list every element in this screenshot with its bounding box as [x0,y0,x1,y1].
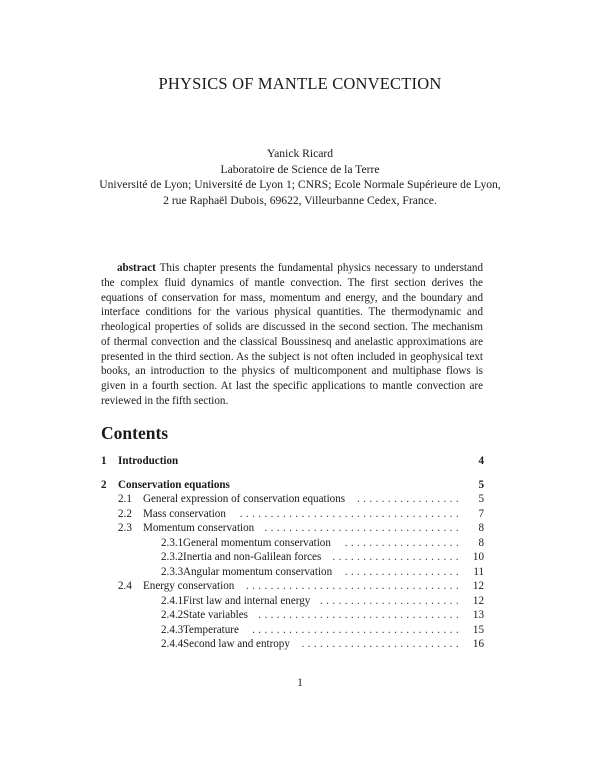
toc-entry-title: Second law and entropy [183,638,290,650]
toc-entry-title: Angular momentum conservation [183,565,333,578]
abstract [101,261,483,409]
toc-entry-page: 12 [472,580,484,592]
toc-entry-page: 15 [472,623,484,636]
author-lab: Laboratoire de Science de la Terre [220,162,380,176]
toc-entry-title: Energy conservation [143,580,235,592]
toc-entry[interactable] [101,454,484,469]
toc-entry[interactable] [101,507,484,522]
toc-entry-title: General momentum conservation [183,536,331,549]
toc-entry-title: First law and internal energy [183,594,311,607]
toc-entry-number: 2.1 [118,493,132,505]
toc-entry-page: 12 [472,594,484,607]
toc-entry[interactable] [101,550,484,565]
toc-entry-page: 16 [472,638,484,650]
author-name: Yanick Ricard [266,147,334,160]
toc-dot-leader: ................... [344,565,462,578]
toc-dot-leader: ................................ [264,522,462,534]
toc-entry[interactable] [101,478,484,493]
toc-entry-title: Momentum conservation [143,522,255,534]
toc-entry-number: 2.3.3 [161,565,184,578]
toc-entry-title: Inertia and non-Galilean forces [183,551,322,563]
author-address: 2 rue Raphaël Dubois, 69622, Villeurbanne Cedex, France. [163,193,437,207]
toc-entry[interactable] [101,623,484,638]
toc-entry-title: Conservation equations [118,478,230,491]
toc-dot-leader: ................. [357,493,462,505]
toc-entry-number: 2.4.3 [161,623,184,636]
toc-entry[interactable] [101,521,484,536]
abstract-label: abstract [117,262,156,274]
toc-entry-title: Introduction [118,455,179,467]
abstract-text: This chapter presents the fundamental physics necessary to understand the complex fluid dynamics of mantle convection. The first section derives the equations of conservation for mass, momentum and energy, and the boundary and interface conditions for the various physical quantities. The thermodynamic and rheological properties of solids are discussed in the second section. The mechanism of thermal convection and the classical Boussinesq and anelastic approximations are presented in the third section. As the subject is not often included in geophysical text books, an introduction to the physics of multicomponent and multiphase flows is given in a fourth section. At last the specific applications to mantle convection are reviewed in the fifth section. [101,262,483,407]
toc-entry-title: State variables [183,609,248,621]
page-number: 1 [297,677,303,689]
toc-entry-page: 5 [478,493,484,505]
toc-gap [101,469,484,478]
toc-dot-leader: .......................... [301,638,462,650]
toc-entry-title: General expression of conservation equations [143,493,346,505]
author-block [0,146,600,208]
toc-entry-page: 4 [478,455,484,467]
toc-entry-number: 2.2 [118,507,132,520]
author-affiliation: Université de Lyon; Université de Lyon 1; CNRS; Ecole Normale Supérieure de Lyon, [99,178,501,191]
toc-dot-leader: ................... [344,536,462,549]
toc-entry-number: 2 [101,478,107,491]
toc-dot-leader: ..................... [332,551,462,563]
toc-entry[interactable] [101,579,484,594]
toc-entry-number: 2.4 [118,580,132,592]
toc-entry[interactable] [101,565,484,580]
toc-entry-number: 2.4.2 [161,609,184,621]
toc-entry-number: 1 [101,455,107,467]
toc-entry[interactable] [101,536,484,551]
toc-entry-title: Temperature [183,623,239,636]
toc-entry-number: 2.3.1 [161,536,184,549]
toc-entry[interactable] [101,608,484,623]
toc-entry-number: 2.3.2 [161,551,184,563]
toc-dot-leader: .................................... [239,507,462,520]
toc-entry[interactable] [101,637,484,652]
toc-entry-page: 5 [478,478,484,491]
toc-entry-title: Mass conservation [143,507,226,520]
toc-dot-leader: .................................. [252,623,462,636]
toc-entry-number: 2.4.4 [161,638,184,650]
toc-entry-page: 8 [478,522,484,534]
toc-entry-number: 2.3 [118,522,132,534]
toc-dot-leader: ................................... [245,580,462,592]
toc-entry-page: 10 [472,551,484,563]
toc-entry-page: 13 [472,609,484,621]
toc-dot-leader: ....................... [320,594,462,607]
toc-entry-page: 8 [478,536,484,549]
paper-title: PHYSICS OF MANTLE CONVECTION [158,74,442,93]
toc-entry[interactable] [101,594,484,609]
toc-entry[interactable] [101,492,484,507]
toc-entry-page: 7 [478,507,484,520]
toc-entry-page: 11 [473,565,484,578]
table-of-contents [101,454,484,652]
toc-dot-leader: ................................. [258,609,462,621]
toc-entry-number: 2.4.1 [161,594,184,607]
contents-heading: Contents [101,423,169,443]
